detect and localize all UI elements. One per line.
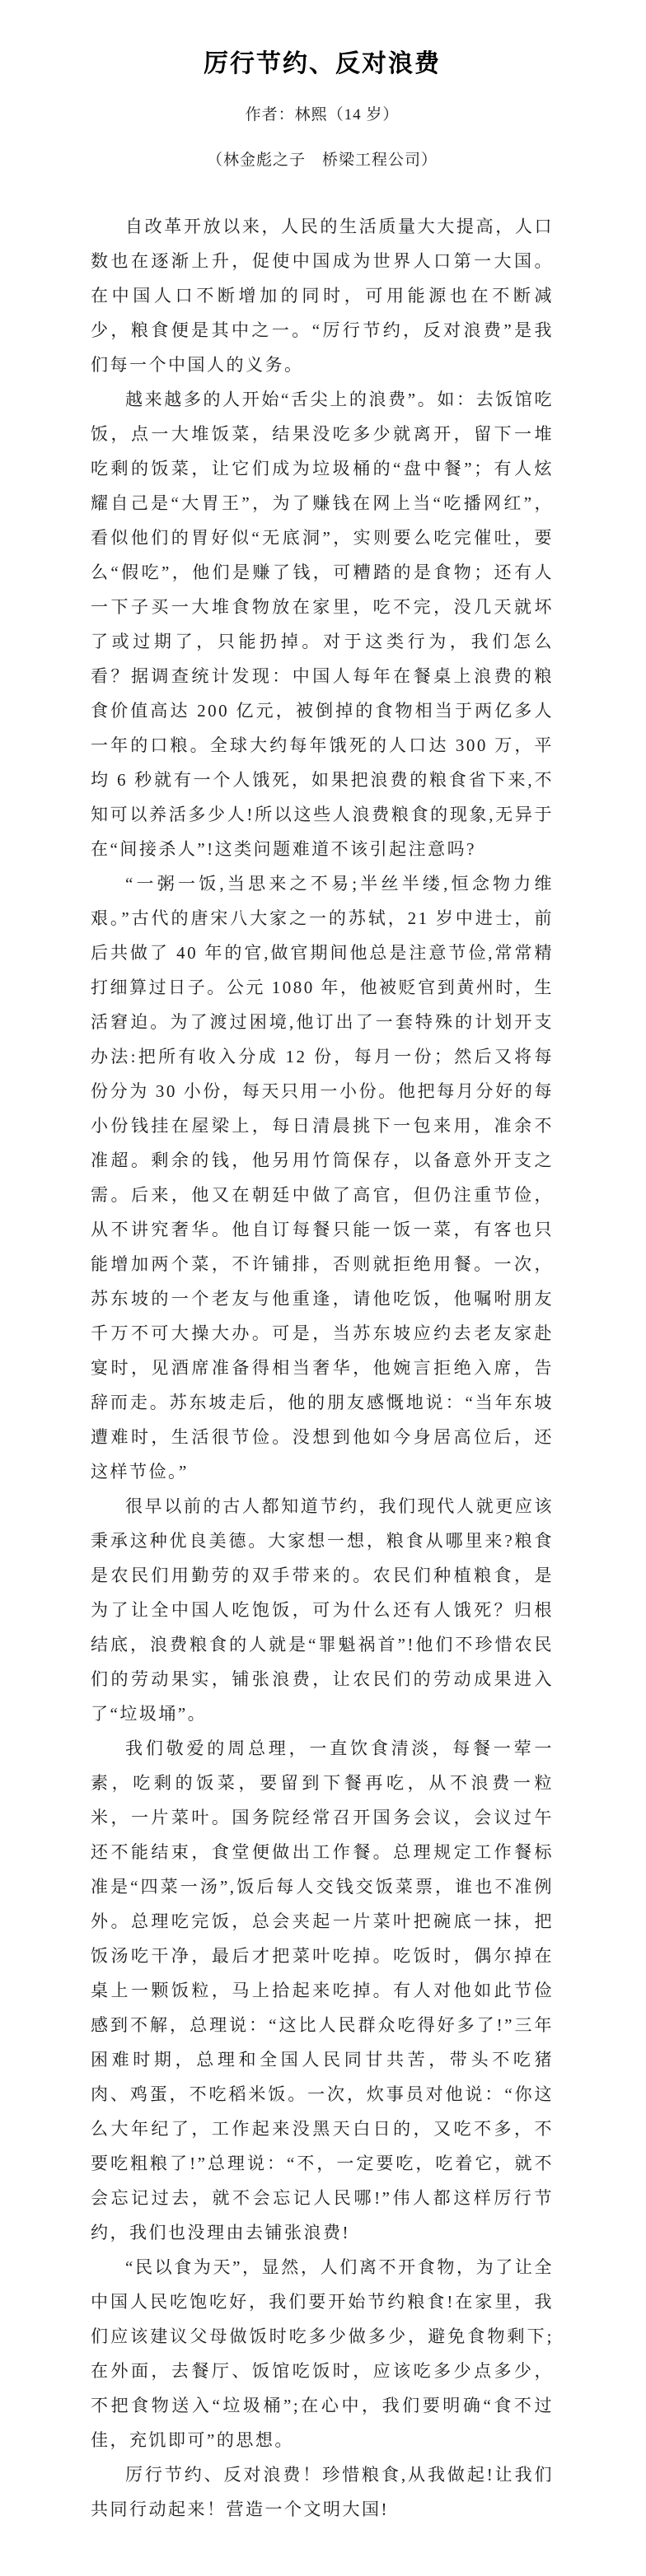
body-paragraph-3: “一粥一饭,当思来之不易;半丝半缕,恒念物力维艰。”古代的唐宋八大家之一的苏轼，21 岁中进士，前后共做了 40 年的官,做官期间他总是注意节俭,常常精打细算过日子。公元 1080 年，他被贬官到黄州时，生活窘迫。为了渡过困境,他订出了一套特殊的计划开支办法:把所有收入分成 12 份，每月一份；然后又将每份分为 30 小份，每天只用一小份。他把每月分好的每小份钱挂在屋梁上，每日清晨挑下一包来用，准余不准超。剩余的钱，他另用竹筒保存，以备意外开支之需。后来，他又在朝廷中做了高官，但仍注重节俭，从不讲究奢华。他自订每餐只能一饭一菜，有客也只能增加两个菜，不许铺排，否则就拒绝用餐。一次，苏东坡的一个老友与他重逢，请他吃饭，他嘱咐朋友千万不可大操大办。可是，当苏东坡应约去老友家赴宴时，见酒席准备得相当奢华，他婉言拒绝入席，告辞而走。苏东坡走后，他的朋友感慨地说：“当年东坡遭难时，生活很节俭。没想到他如今身居高位后，还这样节俭。” [91, 874, 554, 1482]
body-paragraph-2: 越来越多的人开始“舌尖上的浪费”。如：去饭馆吃饭，点一大堆饭菜，结果没吃多少就离开，留下一堆吃剩的饭菜，让它们成为垃圾桶的“盘中餐”；有人炫耀自己是“大胃王”，为了赚钱在网上当“吃播网红”，看似他们的胃好似“无底洞”，实则要么吃完催吐，要么“假吃”，他们是赚了钱，可糟踏的是食物；还有人一下子买一大堆食物放在家里，吃不完，没几天就坏了或过期了，只能扔掉。对于这类行为，我们怎么看？据调查统计发现：中国人每年在餐桌上浪费的粮食价值高达 200 亿元，被倒掉的食物相当于两亿多人一年的口粮。全球大约每年饿死的人口达 300 万，平均 6 秒就有一个人饿死，如果把浪费的粮食省下来,不知可以养活多少人!所以这些人浪费粮食的现象,无异于在“间接杀人”!这类问题难道不该引起注意吗? [91, 390, 555, 859]
author-line: 作者：林熙（14 岁） [245, 106, 400, 124]
body-paragraph-1: 自改革开放以来，人民的生活质量大大提高，人口数也在逐渐上升，促使中国成为世界人口第一大国。在中国人口不断增加的同时，可用能源也在不断减少，粮食便是其中之一。“厉行节约，反对浪费”是我们每一个中国人的义务。 [91, 217, 554, 375]
body-paragraph-4: 很早以前的古人都知道节约，我们现代人就更应该秉承这种优良美德。大家想一想，粮食从哪里来?粮食是农民们用勤劳的双手带来的。农民们种植粮食，是为了让全中国人吃饱饭，可为什么还有人饿死？归根结底，浪费粮食的人就是“罪魁祸首”!他们不珍惜农民们的劳动果实，铺张浪费，让农民们的劳动成果进入了“垃圾埇”。 [91, 1496, 554, 1724]
document-title: 厉行节约、反对浪费 [204, 50, 441, 77]
document-body [91, 209, 554, 2527]
body-paragraph-6: “民以食为天”，显然，人们离不开食物，为了让全中国人民吃饱吃好，我们要开始节约粮食!在家里，我们应该建议父母做饭时吃多少做多少，避免食物剩下;在外面，去餐厅、饭馆吃饭时，应该吃多少点多少，不把食物送入“垃圾桶”;在心中，我们要明确“食不过佳，充饥即可”的思想。 [91, 2257, 554, 2450]
body-paragraph-5: 我们敬爱的周总理，一直饮食清淡，每餐一荤一素，吃剩的饭菜，要留到下餐再吃，从不浪费一粒米，一片菜叶。国务院经常召开国务会议，会议过午还不能结束，食堂便做出工作餐。总理规定工作餐标准是“四菜一汤”,饭后每人交钱交饭菜票，谁也不准例外。总理吃完饭，总会夹起一片菜叶把碗底一抹，把饭汤吃干净，最后才把菜叶吃掉。吃饭时，偶尔掉在桌上一颗饭粒，马上拾起来吃掉。有人对他如此节俭感到不解，总理说：“这比人民群众吃得好多了!”三年困难时期，总理和全国人民同甘共苦，带头不吃猪肉、鸡蛋，不吃稻米饭。一次，炊事员对他说：“你这么大年纪了，工作起来没黑天白日的，又吃不多，不要吃粗粮了!”总理说：“不，一定要吃，吃着它，就不会忘记过去，就不会忘记人民哪!”伟人都这样厉行节约，我们也没理由去铺张浪费! [91, 1738, 554, 2242]
body-paragraph-7: 厉行节约、反对浪费！珍惜粮食,从我做起!让我们共同行动起来！营造一个文明大国! [91, 2465, 554, 2519]
affiliation-line: （林金彪之子 桥梁工程公司） [206, 152, 438, 169]
